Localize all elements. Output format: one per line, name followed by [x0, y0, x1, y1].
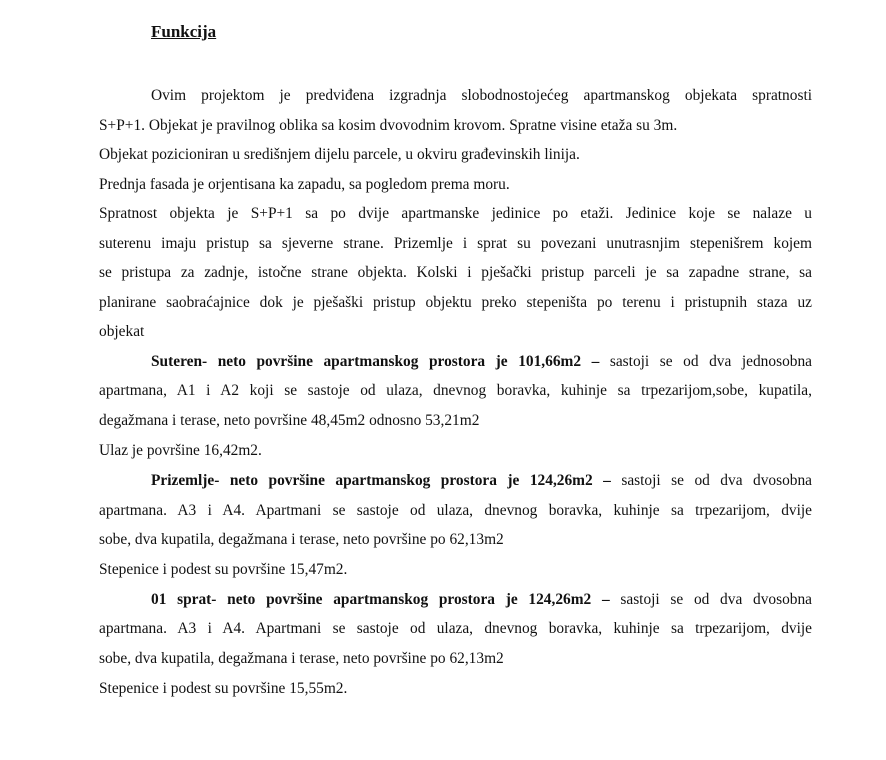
text-line: Ovim projektom je predviđena izgradnja slobodnostojećeg apartmanskog objekata spratnosti: [151, 87, 812, 104]
text-line: sobe, dva kupatila, degažmana i terase, neto površine po 62,13m2: [99, 650, 504, 667]
text-line: planirane saobraćajnice dok je pješaški pristup objektu preko stepeništa po terenu i pristupnih staza uz: [99, 294, 812, 311]
text-line: [151, 352, 812, 372]
text-span: sastoji se od dva dvosobna: [609, 591, 812, 608]
text-line: se pristupa za zadnje, istočne strane objekta. Kolski i pješački pristup parceli je sa zapadne strane, sa: [99, 264, 812, 281]
text-line: Ulaz je površine 16,42m2.: [99, 442, 262, 459]
section-heading: Funkcija: [151, 22, 217, 41]
text-line: S+P+1. Objekat je pravilnog oblika sa kosim dvovodnim krovom. Spratne visine etaža su 3m.: [99, 117, 678, 134]
text-span: sastoji se od dva jednosobna: [599, 353, 812, 370]
text-line: apartmana, A1 i A2 koji se sastoje od ulaza, dnevnog boravka, kuhinje sa trpezarijom,sobe, kupatila,: [99, 382, 812, 399]
text-line: Stepenice i podest su površine 15,55m2.: [99, 680, 348, 697]
text-line: objekat: [99, 323, 145, 340]
sprat-heading: 01 sprat- neto površine apartmanskog prostora je 124,26m2 –: [151, 591, 610, 608]
suteren-heading: Suteren- neto površine apartmanskog prostora je 101,66m2 –: [151, 353, 600, 370]
text-line: [151, 590, 812, 610]
text-line: sobe, dva kupatila, degažmana i terase, neto površine po 62,13m2: [99, 531, 504, 548]
text-line: degažmana i terase, neto površine 48,45m2 odnosno 53,21m2: [99, 412, 480, 429]
text-line: Stepenice i podest su površine 15,47m2.: [99, 561, 348, 578]
text-line: apartmana. A3 i A4. Apartmani se sastoje od ulaza, dnevnog boravka, kuhinje sa trpezarijom, dvije: [99, 620, 812, 637]
text-span: sastoji se od dva dvosobna: [610, 472, 812, 489]
text-line: apartmana. A3 i A4. Apartmani se sastoje od ulaza, dnevnog boravka, kuhinje sa trpezarijom, dvije: [99, 502, 812, 519]
text-line: suterenu imaju pristup sa sjeverne strane. Prizemlje i sprat su povezani unutrasnjim stepenišrem kojem: [99, 235, 812, 252]
text-line: Objekat pozicioniran u središnjem dijelu parcele, u okviru građevinskih linija.: [99, 146, 580, 163]
text-line: Prednja fasada je orjentisana ka zapadu, sa pogledom prema moru.: [99, 176, 510, 193]
text-line: Spratnost objekta je S+P+1 sa po dvije apartmanske jedinice po etaži. Jedinice koje se nalaze u: [99, 205, 812, 222]
text-line: [151, 471, 812, 491]
prizemlje-heading: Prizemlje- neto površine apartmanskog prostora je 124,26m2 –: [151, 472, 611, 489]
